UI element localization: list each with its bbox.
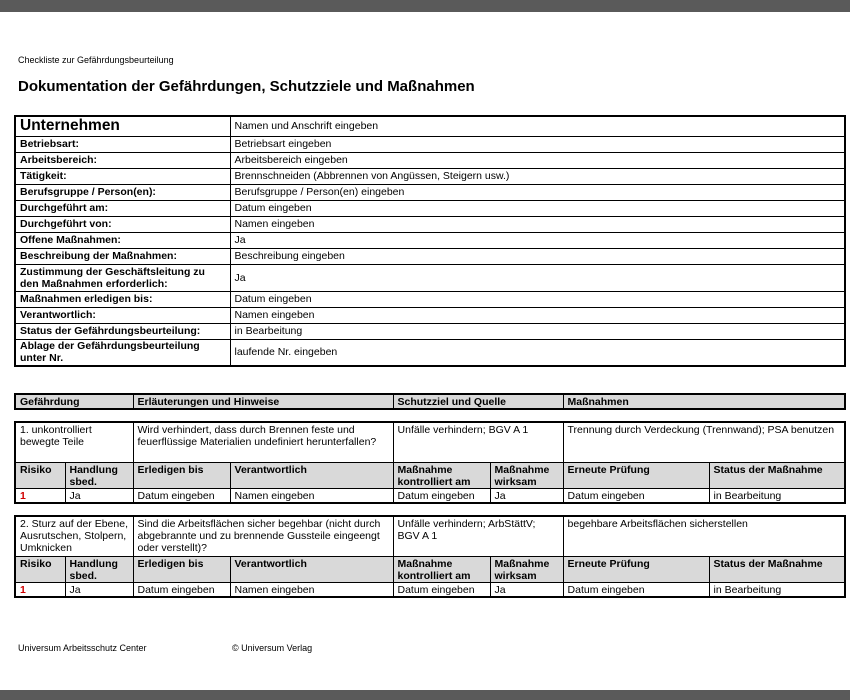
hazard-measure: begehbare Arbeitsflächen sicherstellen [563,516,845,556]
hazard-block-2 [14,515,846,598]
info-row [15,184,845,200]
responsible-value[interactable]: Namen eingeben [230,488,393,503]
subheader-kontrolliert: Maßnahme kontrolliert am [393,462,490,488]
info-label: Betriebsart: [15,136,230,152]
hazard-title: 2. Sturz auf der Ebene, Ausrutschen, Stolpern, Umknicken [15,516,133,556]
subheader-risiko: Risiko [15,462,65,488]
column-header-gefaehrdung: Gefährdung [15,394,133,409]
info-value[interactable]: Ja [230,264,845,291]
responsible-value[interactable]: Namen eingeben [230,582,393,597]
effective-value[interactable]: Ja [490,488,563,503]
checked-date-value[interactable]: Datum eingeben [393,488,490,503]
info-row [15,200,845,216]
info-row [15,291,845,307]
info-row-unternehmen [15,116,845,136]
hazard-explanation: Sind die Arbeitsflächen sicher begehbar (nicht durch abgebrannte und zu brennende Gussteile eingeengt oder verstellt)? [133,516,393,556]
info-label: Zustimmung der Geschäftsleitung zu den Maßnahmen erforderlich: [15,264,230,291]
info-value[interactable]: Brennschneiden (Abbrennen von Angüssen, Steigern usw.) [230,168,845,184]
subheader-status: Status der Maßnahme [709,556,845,582]
bottom-bar [0,690,850,700]
review-date-value[interactable]: Datum eingeben [563,582,709,597]
hazard-title: 1. unkontrolliert bewegte Teile [15,422,133,462]
column-header-schutzziel: Schutzziel und Quelle [393,394,563,409]
subheader-pruefung: Erneute Prüfung [563,462,709,488]
document-subtitle: Checkliste zur Gefährdungsbeurteilung [18,55,174,65]
review-date-value[interactable]: Datum eingeben [563,488,709,503]
info-value[interactable]: Beschreibung eingeben [230,248,845,264]
info-row [15,216,845,232]
info-label: Unternehmen [15,116,230,136]
subheader-kontrolliert: Maßnahme kontrolliert am [393,556,490,582]
info-value[interactable]: laufende Nr. eingeben [230,339,845,366]
footer-publisher-center: Universum Arbeitsschutz Center [18,643,147,653]
info-value[interactable]: in Bearbeitung [230,323,845,339]
info-row [15,168,845,184]
effective-value[interactable]: Ja [490,582,563,597]
hazard-protection-goal: Unfälle verhindern; ArbStättV; BGV A 1 [393,516,563,556]
subheader-verantwortlich: Verantwortlich [230,462,393,488]
info-row [15,232,845,248]
hazard-description-row [15,422,845,462]
info-value[interactable]: Namen eingeben [230,307,845,323]
info-label: Ablage der Gefährdungsbeurteilung unter Nr. [15,339,230,366]
company-info-table [14,115,846,367]
info-label: Beschreibung der Maßnahmen: [15,248,230,264]
info-label: Tätigkeit: [15,168,230,184]
info-row [15,339,845,366]
hazard-block-1 [14,421,846,504]
checked-date-value[interactable]: Datum eingeben [393,582,490,597]
due-date-value[interactable]: Datum eingeben [133,582,230,597]
info-row [15,264,845,291]
info-value[interactable]: Datum eingeben [230,291,845,307]
info-value[interactable]: Berufsgruppe / Person(en) eingeben [230,184,845,200]
info-label: Arbeitsbereich: [15,152,230,168]
hazard-description-row [15,516,845,556]
info-value[interactable]: Namen und Anschrift eingeben [230,116,845,136]
info-label: Offene Maßnahmen: [15,232,230,248]
subheader-erledigen: Erledigen bis [133,556,230,582]
measure-status-value[interactable]: in Bearbeitung [709,582,845,597]
info-row [15,307,845,323]
measure-status-value[interactable]: in Bearbeitung [709,488,845,503]
info-row [15,136,845,152]
subheader-verantwortlich: Verantwortlich [230,556,393,582]
info-label: Status der Gefährdungsbeurteilung: [15,323,230,339]
info-value[interactable]: Namen eingeben [230,216,845,232]
info-label: Durchgeführt von: [15,216,230,232]
due-date-value[interactable]: Datum eingeben [133,488,230,503]
subheader-wirksam: Maßnahme wirksam [490,462,563,488]
footer-copyright: © Universum Verlag [232,643,313,653]
info-label: Berufsgruppe / Person(en): [15,184,230,200]
info-label: Durchgeführt am: [15,200,230,216]
column-header-massnahmen: Maßnahmen [563,394,845,409]
hazard-measure: Trennung durch Verdeckung (Trennwand); PSA benutzen [563,422,845,462]
hazard-protection-goal: Unfälle verhindern; BGV A 1 [393,422,563,462]
info-value[interactable]: Betriebsart eingeben [230,136,845,152]
info-label: Verantwortlich: [15,307,230,323]
hazard-value-row [15,488,845,503]
top-bar [0,0,850,12]
info-value[interactable]: Datum eingeben [230,200,845,216]
info-label: Maßnahmen erledigen bis: [15,291,230,307]
info-value[interactable]: Arbeitsbereich eingeben [230,152,845,168]
action-required-value[interactable]: Ja [65,582,133,597]
document-title: Dokumentation der Gefährdungen, Schutzziele und Maßnahmen [18,78,475,95]
info-row [15,323,845,339]
subheader-erledigen: Erledigen bis [133,462,230,488]
hazard-value-row [15,582,845,597]
hazard-subheader-row [15,556,845,582]
subheader-handlung: Handlung sbed. [65,462,133,488]
column-header-erlaeuterungen: Erläuterungen und Hinweise [133,394,393,409]
subheader-risiko: Risiko [15,556,65,582]
hazard-subheader-row [15,462,845,488]
info-row [15,248,845,264]
hazard-explanation: Wird verhindert, dass durch Brennen feste und feuerflüssige Materialien undefiniert herunterfallen? [133,422,393,462]
action-required-value[interactable]: Ja [65,488,133,503]
subheader-handlung: Handlung sbed. [65,556,133,582]
risk-value[interactable]: 1 [15,582,65,597]
subheader-status: Status der Maßnahme [709,462,845,488]
subheader-wirksam: Maßnahme wirksam [490,556,563,582]
hazard-column-header [14,393,846,410]
risk-value[interactable]: 1 [15,488,65,503]
info-value[interactable]: Ja [230,232,845,248]
info-row [15,152,845,168]
subheader-pruefung: Erneute Prüfung [563,556,709,582]
